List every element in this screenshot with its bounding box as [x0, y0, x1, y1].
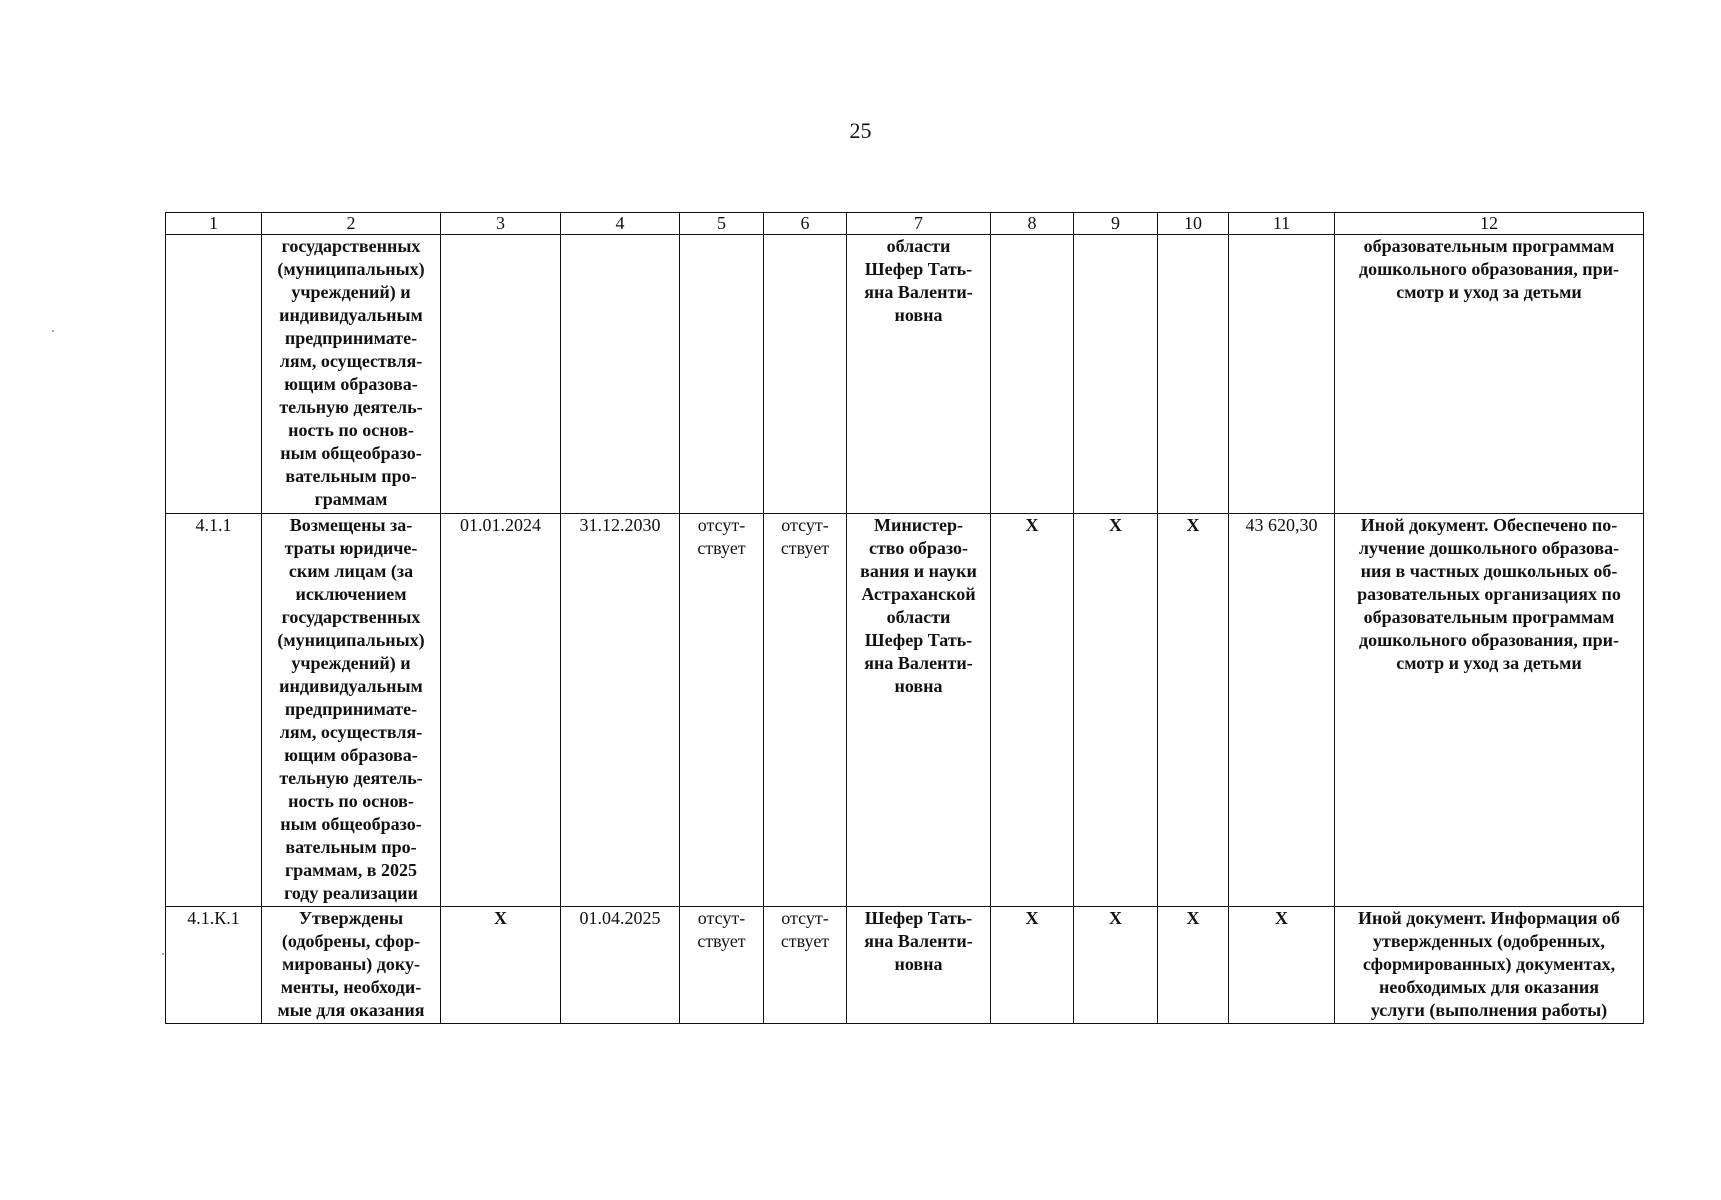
cell-result-name: государственных (муниципальных) учреждений) и индивидуальным предпринимате- лям, осуществля- ющим образова- тельную деятель- ность по основ- ным общеобразо- вательным про- граммам	[262, 235, 441, 514]
cell-col6: отсут- ствует	[764, 907, 847, 1024]
scan-speck	[52, 330, 54, 332]
column-header: 12	[1335, 213, 1644, 235]
column-header: 7	[847, 213, 991, 235]
cell-col10: X	[1158, 907, 1229, 1024]
cell-amount	[1229, 235, 1335, 514]
cell-col9	[1074, 235, 1158, 514]
cell-col5	[680, 235, 764, 514]
page-number: 25	[849, 118, 872, 143]
column-header: 8	[991, 213, 1074, 235]
table-row	[166, 514, 1644, 907]
cell-col6	[764, 235, 847, 514]
cell-end-date: 31.12.2030	[561, 514, 680, 907]
cell-col9: X	[1074, 907, 1158, 1024]
cell-start-date	[441, 235, 561, 514]
cell-end-date	[561, 235, 680, 514]
scan-speck	[162, 953, 164, 955]
document-table	[165, 212, 1644, 1024]
column-header: 9	[1074, 213, 1158, 235]
cell-col5: отсут- ствует	[680, 907, 764, 1024]
cell-responsible: области Шефер Тать- яна Валенти- новна	[847, 235, 991, 514]
cell-responsible: Министер- ство образо- вания и науки Астраханской области Шефер Тать- яна Валенти- новна	[847, 514, 991, 907]
cell-document: Иной документ. Обеспечено по- лучение дошкольного образова- ния в частных дошкольных об- разовательных организациях по образовательным программам дошкольного образования, при- смотр и уход за детьми	[1335, 514, 1644, 907]
column-header: 11	[1229, 213, 1335, 235]
column-header: 4	[561, 213, 680, 235]
cell-col10: X	[1158, 514, 1229, 907]
column-header: 3	[441, 213, 561, 235]
cell-document: Иной документ. Информация об утвержденных (одобренных, сформированных) документах, необходимых для оказания услуги (выполнения работы)	[1335, 907, 1644, 1024]
cell-amount: 43 620,30	[1229, 514, 1335, 907]
column-header: 10	[1158, 213, 1229, 235]
cell-end-date: 01.04.2025	[561, 907, 680, 1024]
table-row	[166, 907, 1644, 1024]
cell-responsible: Шефер Тать- яна Валенти- новна	[847, 907, 991, 1024]
cell-document: образовательным программам дошкольного образования, при- смотр и уход за детьми	[1335, 235, 1644, 514]
column-header: 1	[166, 213, 262, 235]
cell-col8: X	[991, 514, 1074, 907]
cell-start-date: X	[441, 907, 561, 1024]
cell-col10	[1158, 235, 1229, 514]
cell-col5: отсут- ствует	[680, 514, 764, 907]
column-header: 5	[680, 213, 764, 235]
cell-result-name: Возмещены за- траты юридиче- ским лицам (за исключением государственных (муниципальных) учреждений) и индивидуальным предпринимате- лям, осуществля- ющим образова- тельную деятель- ность по основ- ным общеобразо- вательным про- граммам, в 2025 году реализации	[262, 514, 441, 907]
column-header: 6	[764, 213, 847, 235]
cell-col8: X	[991, 907, 1074, 1024]
cell-number	[166, 235, 262, 514]
cell-start-date: 01.01.2024	[441, 514, 561, 907]
cell-amount: X	[1229, 907, 1335, 1024]
table-row	[166, 235, 1644, 514]
cell-number: 4.1.1	[166, 514, 262, 907]
cell-col6: отсут- ствует	[764, 514, 847, 907]
header-row	[166, 213, 1644, 235]
cell-number: 4.1.К.1	[166, 907, 262, 1024]
cell-col9: X	[1074, 514, 1158, 907]
cell-result-name: Утверждены (одобрены, сфор- мированы) доку- менты, необходи- мые для оказания	[262, 907, 441, 1024]
column-header: 2	[262, 213, 441, 235]
cell-col8	[991, 235, 1074, 514]
